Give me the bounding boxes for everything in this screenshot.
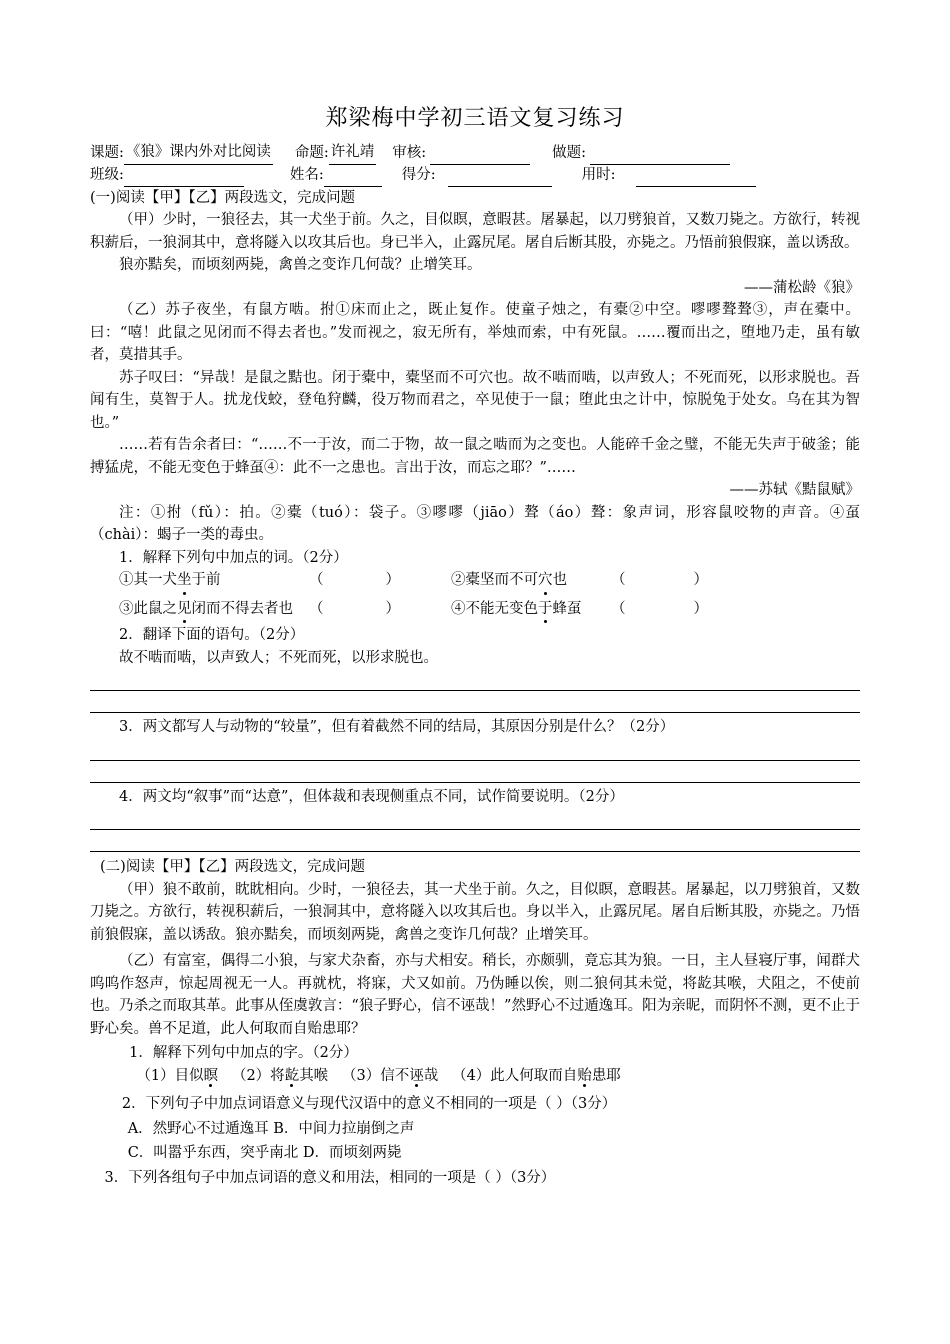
part1-yi-paragraph-3: ……若有告余者曰：“……不一于汝，而二于物，故一鼠之啮而为之变也。人能碎千金之璧，不能无失声于破釜；能搏猛虎，不能无变色于蜂虿④：此不一之患也。言出于汝，而忘之耶？”…… [90,437,860,476]
part2-q1-item-2: （2）将龁其喉 [231,1067,329,1084]
part2-q2-options-cd: C．叫嚣乎东西，突乎南北 D．而顷刻两毙 [127,1145,402,1161]
answer-line[interactable] [90,761,860,783]
answer-line[interactable] [90,669,860,691]
part1-yi-paragraph-1: （乙）苏子夜坐，有鼠方啮。拊①床而止之，既止复作。使童子烛之，有橐②中空。嘐嘐聱聱③，声在橐中。曰：“嘻！此鼠之见闭而不得去者也。”发而视之，寂无所有，举烛而索，中有死鼠。……覆而出之，堕地乃走，虽有敏者，莫措其手。 [90,302,860,363]
time-blank[interactable] [636,169,756,187]
solve-blank[interactable] [590,147,730,165]
part1-jia-paragraph-2: 狼亦黠矣，而顷刻两毙，禽兽之变诈几何哉？止增笑耳。 [119,257,482,273]
answer-line[interactable] [90,739,860,761]
part1-jia-paragraph-1: （甲）少时，一狼径去，其一犬坐于前。久之，目似瞑，意暇甚。屠暴起，以刀劈狼首，又数刀毙之。方欲行，转视积薪后，一狼洞其中，意将隧入以攻其后也。身已半入，止露尻尾。屠自后断其股，亦毙之。乃悟前狼假寐，盖以诱敌。 [90,212,860,251]
name-blank[interactable] [324,169,382,187]
score-blank[interactable] [448,169,552,187]
part1-yi-source: ——苏轼《黠鼠赋》 [729,482,860,498]
answer-line[interactable] [90,808,860,830]
part2-jia-paragraph: （甲）狼不敢前，眈眈相向。少时，一狼径去，其一犬坐于前。久之，目似瞑，意暇甚。屠暴起，以刀劈狼首，又数刀毙之。方欲行，转视积薪后，一狼洞其中，意将隧入以攻其后也。身以半入，止露尻尾。屠自后断其股，亦毙之。乃悟前狼假寐，盖以诱敌。狼亦黠矣，而顷刻两毙，禽兽之变诈几何哉？止增笑耳。 [90,881,860,943]
part1-heading: (一)阅读【甲】【乙】两段选文，完成问题 [90,189,356,206]
part2-heading: (二)阅读【甲】【乙】两段选文，完成问题 [100,859,366,875]
part2-question-2: 2．下列句子中加点词语意义与现代汉语中的意义不相同的一项是（ ）（3分） [121,1096,617,1112]
part1-q1-blank-c[interactable]: （ ） [309,600,400,617]
part2-question-3: 3．下列各组句子中加点词语的意义和用法，相同的一项是（ ）（3分） [104,1169,556,1186]
part2-q1-item-1: （1）目似瞑 [136,1067,219,1084]
part1-q1-blank-a[interactable]: （ ） [309,572,400,588]
header-row-1 [90,143,860,165]
time-label: 用时: [581,167,616,183]
part2-yi-paragraph: （乙）有富室，偶得二小狼，与家犬杂畜，亦与犬相安。稍长，亦颇驯，竟忘其为狼。一日，主人昼寝厅事，闻群犬呜呜作怒声，惊起周视无一人。再就枕，将寐，犬又如前。乃伪睡以俟，则二狼伺其未觉，将龁其喉，犬阻之，不使前也。乃杀之而取其革。此事从侄虞敦言：“狼子野心，信不诬哉！”然野心不过遁逸耳。阳为亲昵，而阴怀不测，更不止于野心矣。兽不足道，此人何取而自贻患耶？ [90,953,860,1037]
part1-q1-item-c: ③此鼠之见闭而不得去者也 [119,598,309,621]
part1-q1-blank-d[interactable]: （ ） [611,600,708,617]
part1-jia-source: ——蒲松龄《狼》 [744,279,860,296]
part1-question-3: 3．两文都写人与动物的“较量”，但有着截然不同的结局，其原因分别是什么？（2分） [119,719,675,735]
review-blank[interactable] [430,147,530,165]
part1-q1-item-a: ①其一犬坐于前 [119,569,309,592]
class-label: 班级: [90,167,124,183]
score-label: 得分: [401,167,436,183]
worksheet [90,108,860,1189]
answer-line[interactable] [90,691,860,713]
part2-q2-options-ab: A．然野心不过遁逸耳 B．中间力拉崩倒之声 [127,1120,415,1137]
part1-notes: 注：①拊（fǔ）：拍。②橐（tuó）：袋子。③嘐嘐（jiāo）聱（áo）聱：象声词，形容鼠咬物的声音。④虿（chài）：蝎子一类的毒虫。 [90,504,860,543]
answer-line[interactable] [90,830,860,852]
solve-label: 做题: [552,145,587,161]
name-label: 姓名: [289,167,324,183]
part1-q1-item-b: ②橐坚而不可穴也 [451,569,611,592]
header-row-2 [90,165,860,187]
part1-question-2: 2．翻译下面的语句。（2分） [119,627,305,643]
author-value: 许礼靖 [329,141,377,165]
part2-q1-items [90,1065,860,1088]
part1-yi-paragraph-2: 苏子叹曰：“异哉！是鼠之黠也。闭于橐中，橐坚而不可穴也。故不啮而啮，以声致人；不死而死，以形求脱也。吾闻有生，莫智于人。扰龙伐蛟，登龟狩麟，役万物而君之，卒见使于一鼠；堕此虫之计中，惊脱兔于处女。乌在其为智也。” [90,369,860,431]
part1-q1-blank-b[interactable]: （ ） [611,572,708,588]
class-blank[interactable] [124,169,244,187]
part1-q1-row-2 [90,598,860,621]
part1-question-4: 4．两文均“叙事”而“达意”，但体裁和表现侧重点不同，试作简要说明。（2分） [119,788,624,805]
topic-label: 课题: [90,145,124,161]
review-label: 审核: [392,145,427,161]
part1-question-2-text: 故不啮而啮，以声致人；不死而死，以形求脱也。 [119,649,438,666]
page-title: 郑梁梅中学初三语文复习练习 [325,106,625,131]
part1-q1-row-1 [90,569,860,592]
part1-q1-item-d: ④不能无变色于蜂虿 [451,598,611,621]
part2-question-1: 1．解释下列句中加点的字。（2分） [129,1045,358,1061]
author-label: 命题: [294,145,329,161]
part2-q1-item-3: （3）信不诬哉 [342,1067,439,1084]
part2-q1-item-4: （4）此人何取而自贻患耶 [452,1067,621,1084]
part1-question-1: 1．解释下列句中加点的词。（2分） [119,549,348,566]
topic-value: 《狼》课内外对比阅读 [124,141,273,165]
